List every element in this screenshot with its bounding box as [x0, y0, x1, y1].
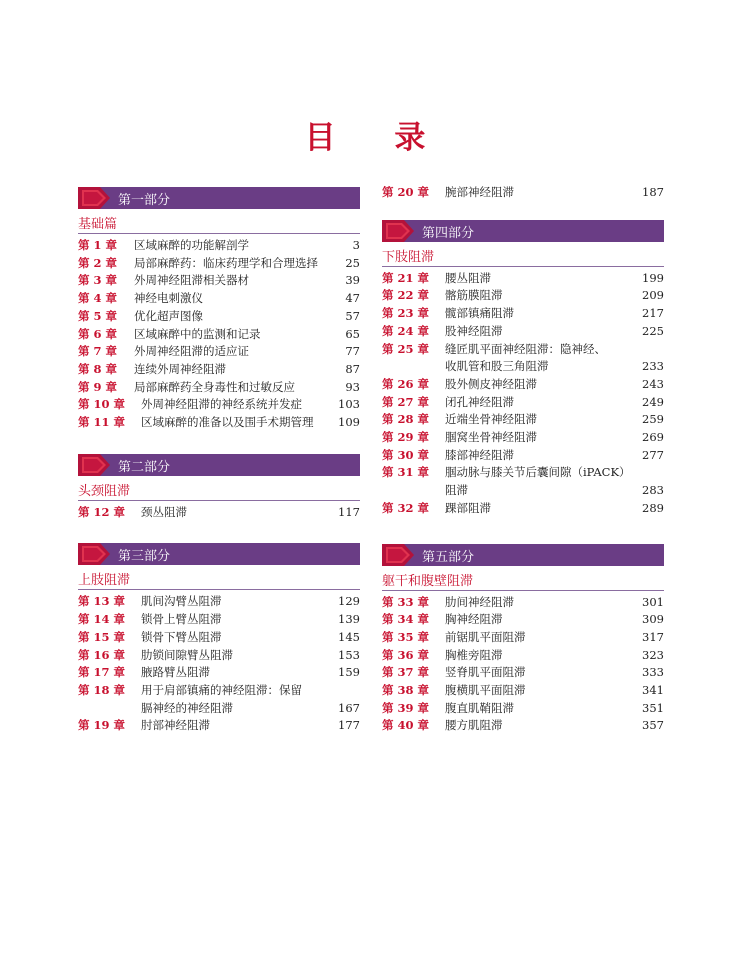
page-number: 301 — [642, 594, 664, 609]
chapter-number: 第 23 章 — [382, 306, 430, 321]
page-number: 25 — [345, 255, 360, 270]
toc-entry[interactable] — [78, 700, 360, 718]
chapter-number: 第 7 章 — [78, 344, 118, 359]
page-number: 103 — [338, 397, 360, 412]
chapter-title: 近端坐骨神经阻滞 — [445, 412, 537, 427]
toc-entry[interactable] — [382, 411, 664, 429]
chapter-number: 第 20 章 — [382, 185, 430, 199]
chapter-number: 第 33 章 — [382, 594, 430, 609]
chapter-title: 膝部神经阻滞 — [445, 447, 514, 462]
page-number: 65 — [345, 326, 360, 341]
toc-entry[interactable] — [78, 379, 360, 397]
chapter-number: 第 14 章 — [78, 612, 126, 627]
part-label: 第五部分 — [422, 549, 475, 565]
toc-entry[interactable] — [382, 500, 664, 518]
chapter-title: 腰丛阻滞 — [445, 270, 491, 285]
chapter-number: 第 10 章 — [78, 397, 126, 412]
toc-entry[interactable] — [78, 272, 360, 290]
page-number: 351 — [642, 700, 664, 715]
toc-entry[interactable] — [382, 341, 664, 359]
page-number: 233 — [642, 359, 664, 374]
page-number: 159 — [338, 665, 360, 680]
chapter-number: 第 22 章 — [382, 288, 430, 303]
toc-entry[interactable] — [382, 429, 664, 447]
chapter-number: 第 31 章 — [382, 465, 430, 480]
page-number: 225 — [642, 323, 664, 338]
toc-entry[interactable] — [78, 290, 360, 308]
toc-entry[interactable] — [382, 611, 664, 629]
page-number: 187 — [642, 185, 664, 199]
chapter-title: 腘动脉与膝关节后囊间隙（iPACK） — [445, 465, 631, 480]
chapter-title: 外周神经阻滞相关器材 — [134, 273, 249, 288]
chapter-number: 第 34 章 — [382, 612, 430, 627]
chapter-title: 神经电刺激仪 — [134, 291, 203, 306]
chapter-title: 连续外周神经阻滞 — [134, 361, 226, 376]
toc-entry[interactable] — [382, 376, 664, 394]
toc-entry[interactable] — [382, 700, 664, 718]
page-number: 317 — [642, 629, 664, 644]
toc-entry[interactable] — [78, 361, 360, 379]
chapter-title: 腋路臂丛阻滞 — [141, 665, 210, 680]
page-number: 47 — [345, 291, 360, 306]
chapter-title: 阻滞 — [445, 483, 468, 498]
part-header — [382, 544, 664, 566]
page-number: 87 — [345, 361, 360, 376]
page-number: 129 — [338, 594, 360, 609]
page-number: 209 — [642, 288, 664, 303]
page-number: 139 — [338, 612, 360, 627]
page-number: 153 — [338, 647, 360, 662]
chapter-number: 第 18 章 — [78, 682, 126, 697]
chapter-title: 髋部镇痛阻滞 — [445, 306, 514, 321]
chapter-title: 锁骨上臂丛阻滞 — [141, 612, 222, 627]
page-number: 109 — [338, 415, 360, 430]
chapter-title: 前锯肌平面阻滞 — [445, 629, 526, 644]
page-number: 283 — [642, 483, 664, 498]
toc-entry[interactable] — [78, 308, 360, 326]
page-number: 145 — [338, 629, 360, 644]
chapter-title: 股外侧皮神经阻滞 — [445, 376, 537, 391]
chapter-title: 外周神经阻滞的神经系统并发症 — [141, 397, 302, 412]
toc-entry[interactable] — [382, 270, 664, 288]
part-subtitle: 基础篇 — [78, 217, 118, 232]
chapter-number: 第 9 章 — [78, 379, 118, 394]
chapter-number: 第 26 章 — [382, 376, 430, 391]
chapter-title: 腰方肌阻滞 — [445, 718, 503, 733]
part-rule — [382, 266, 664, 267]
part-subtitle: 下肢阻滞 — [382, 249, 435, 265]
chapter-title: 胸神经阻滞 — [445, 612, 503, 627]
part-label: 第一部分 — [118, 193, 171, 208]
part-header — [78, 543, 360, 565]
toc-entry[interactable] — [78, 717, 360, 735]
toc-entry[interactable] — [78, 664, 360, 682]
chapter-number: 第 24 章 — [382, 323, 430, 338]
chapter-title: 外周神经阻滞的适应证 — [134, 344, 249, 359]
chapter-number: 第 1 章 — [78, 238, 118, 252]
toc-entry[interactable] — [78, 504, 360, 522]
page-number: 259 — [642, 412, 664, 427]
chapter-title: 颈丛阻滞 — [141, 504, 187, 519]
toc-entry[interactable] — [78, 593, 360, 611]
chapter-number: 第 13 章 — [78, 594, 126, 609]
part-header — [78, 187, 360, 209]
toc-entry[interactable] — [78, 237, 360, 255]
chapter-number: 第 8 章 — [78, 361, 118, 376]
page-number: 333 — [642, 665, 664, 680]
part-subtitle: 躯干和腹壁阻滞 — [382, 573, 474, 589]
toc-entry[interactable] — [382, 682, 664, 700]
chapter-title: 股神经阻滞 — [445, 323, 503, 338]
chapter-title: 腕部神经阻滞 — [445, 185, 514, 199]
chapter-title: 闭孔神经阻滞 — [445, 394, 514, 409]
toc-entry[interactable] — [382, 464, 664, 482]
toc-entry[interactable] — [382, 629, 664, 647]
chapter-title: 膈神经的神经阻滞 — [141, 700, 233, 715]
toc-entry[interactable] — [382, 482, 664, 500]
toc-entry[interactable] — [78, 682, 360, 700]
chapter-number: 第 27 章 — [382, 394, 430, 409]
toc-entry[interactable] — [382, 447, 664, 465]
chapter-number: 第 38 章 — [382, 683, 430, 698]
chapter-number: 第 16 章 — [78, 647, 126, 662]
page-number: 93 — [345, 379, 360, 394]
chapter-number: 第 2 章 — [78, 255, 118, 270]
part-subtitle: 上肢阻滞 — [78, 573, 131, 589]
page-number: 177 — [338, 718, 360, 733]
ribbon-icon — [78, 543, 112, 565]
page-title: 目 录 — [304, 120, 450, 156]
chapter-number: 第 32 章 — [382, 500, 430, 515]
toc-entry[interactable] — [382, 184, 664, 202]
page-number: 117 — [338, 504, 360, 519]
part-header — [382, 220, 664, 242]
page-number: 249 — [642, 394, 664, 409]
ribbon-icon — [78, 187, 112, 209]
chapter-title: 区域麻醉的准备以及围手术期管理 — [141, 415, 314, 430]
toc-entry[interactable] — [382, 305, 664, 323]
toc-entry[interactable] — [382, 594, 664, 612]
page-number: 199 — [642, 270, 664, 285]
chapter-title: 用于肩部镇痛的神经阻滞：保留 — [141, 682, 302, 697]
page-number: 309 — [642, 612, 664, 627]
toc-entry[interactable] — [382, 664, 664, 682]
toc-entry[interactable] — [78, 343, 360, 361]
part-rule — [382, 590, 664, 591]
chapter-title: 肌间沟臂丛阻滞 — [141, 594, 222, 609]
chapter-number: 第 25 章 — [382, 341, 430, 356]
page-number: 39 — [345, 273, 360, 288]
page-number: 357 — [642, 718, 664, 733]
right-column — [382, 184, 664, 735]
toc-entry[interactable] — [78, 326, 360, 344]
toc-entry[interactable] — [78, 396, 360, 414]
part-label: 第二部分 — [118, 459, 171, 475]
toc-entry[interactable] — [78, 647, 360, 665]
chapter-title: 局部麻醉药全身毒性和过敏反应 — [134, 379, 295, 394]
chapter-title: 锁骨下臂丛阻滞 — [141, 629, 222, 644]
chapter-title: 局部麻醉药：临床药理学和合理选择 — [134, 255, 318, 270]
page-number: 289 — [642, 500, 664, 515]
chapter-number: 第 21 章 — [382, 270, 430, 285]
chapter-title: 肘部神经阻滞 — [141, 718, 210, 733]
page-number: 3 — [352, 238, 360, 252]
ribbon-icon — [78, 454, 112, 476]
page-number: 217 — [642, 306, 664, 321]
chapter-title: 优化超声图像 — [134, 308, 203, 323]
toc-entry[interactable] — [382, 647, 664, 665]
page-number: 277 — [642, 447, 664, 462]
ribbon-icon — [382, 544, 416, 566]
toc-entry[interactable] — [78, 629, 360, 647]
chapter-number: 第 28 章 — [382, 412, 430, 427]
chapter-title: 胸椎旁阻滞 — [445, 647, 503, 662]
part-label: 第四部分 — [422, 225, 475, 241]
chapter-title: 缝匠肌平面神经阻滞：隐神经、 — [445, 341, 606, 356]
toc-entry[interactable] — [78, 255, 360, 273]
chapter-number: 第 29 章 — [382, 430, 430, 445]
page-number: 341 — [642, 683, 664, 698]
chapter-title: 腘窝坐骨神经阻滞 — [445, 430, 537, 445]
part-rule — [78, 233, 360, 234]
toc-entry[interactable] — [382, 287, 664, 305]
part-rule — [78, 500, 360, 501]
chapter-number: 第 37 章 — [382, 665, 430, 680]
ribbon-icon — [382, 220, 416, 242]
chapter-number: 第 6 章 — [78, 326, 118, 341]
chapter-title: 收肌管和股三角阻滞 — [445, 359, 549, 374]
chapter-title: 髂筋膜阻滞 — [445, 288, 503, 303]
chapter-number: 第 4 章 — [78, 291, 118, 306]
toc-entry[interactable] — [382, 394, 664, 412]
page-number: 167 — [338, 700, 360, 715]
chapter-number: 第 39 章 — [382, 700, 430, 715]
chapter-number: 第 11 章 — [78, 415, 126, 430]
chapter-number: 第 35 章 — [382, 629, 430, 644]
chapter-title: 肋间神经阻滞 — [445, 594, 514, 609]
page-number: 269 — [642, 430, 664, 445]
chapter-number: 第 17 章 — [78, 665, 126, 680]
chapter-title: 区域麻醉中的监测和记录 — [134, 326, 261, 341]
chapter-number: 第 15 章 — [78, 629, 126, 644]
chapter-title: 竖脊肌平面阻滞 — [445, 665, 526, 680]
toc-entry[interactable] — [78, 414, 360, 432]
toc-entry[interactable] — [382, 323, 664, 341]
toc-entry[interactable] — [78, 611, 360, 629]
part-header — [78, 454, 360, 476]
chapter-number: 第 12 章 — [78, 504, 126, 519]
chapter-number: 第 3 章 — [78, 273, 118, 288]
chapter-title: 腹横肌平面阻滞 — [445, 683, 526, 698]
page-number: 77 — [345, 344, 360, 359]
chapter-title: 踝部阻滞 — [445, 500, 491, 515]
part-subtitle: 头颈阻滞 — [78, 483, 131, 499]
chapter-number: 第 40 章 — [382, 718, 430, 733]
page-number: 323 — [642, 647, 664, 662]
part-label: 第三部分 — [118, 549, 171, 565]
chapter-title: 区域麻醉的功能解剖学 — [134, 238, 249, 252]
part-rule — [78, 589, 360, 590]
chapter-title: 肋锁间隙臂丛阻滞 — [141, 647, 233, 662]
page-number: 57 — [345, 308, 360, 323]
chapter-number: 第 36 章 — [382, 647, 430, 662]
toc-entry[interactable] — [382, 717, 664, 735]
chapter-number: 第 30 章 — [382, 447, 430, 462]
chapter-number: 第 5 章 — [78, 308, 118, 323]
chapter-number: 第 19 章 — [78, 718, 126, 733]
toc-entry[interactable] — [382, 358, 664, 376]
chapter-title: 腹直肌鞘阻滞 — [445, 700, 514, 715]
page-number: 243 — [642, 376, 664, 391]
left-column — [78, 187, 360, 735]
